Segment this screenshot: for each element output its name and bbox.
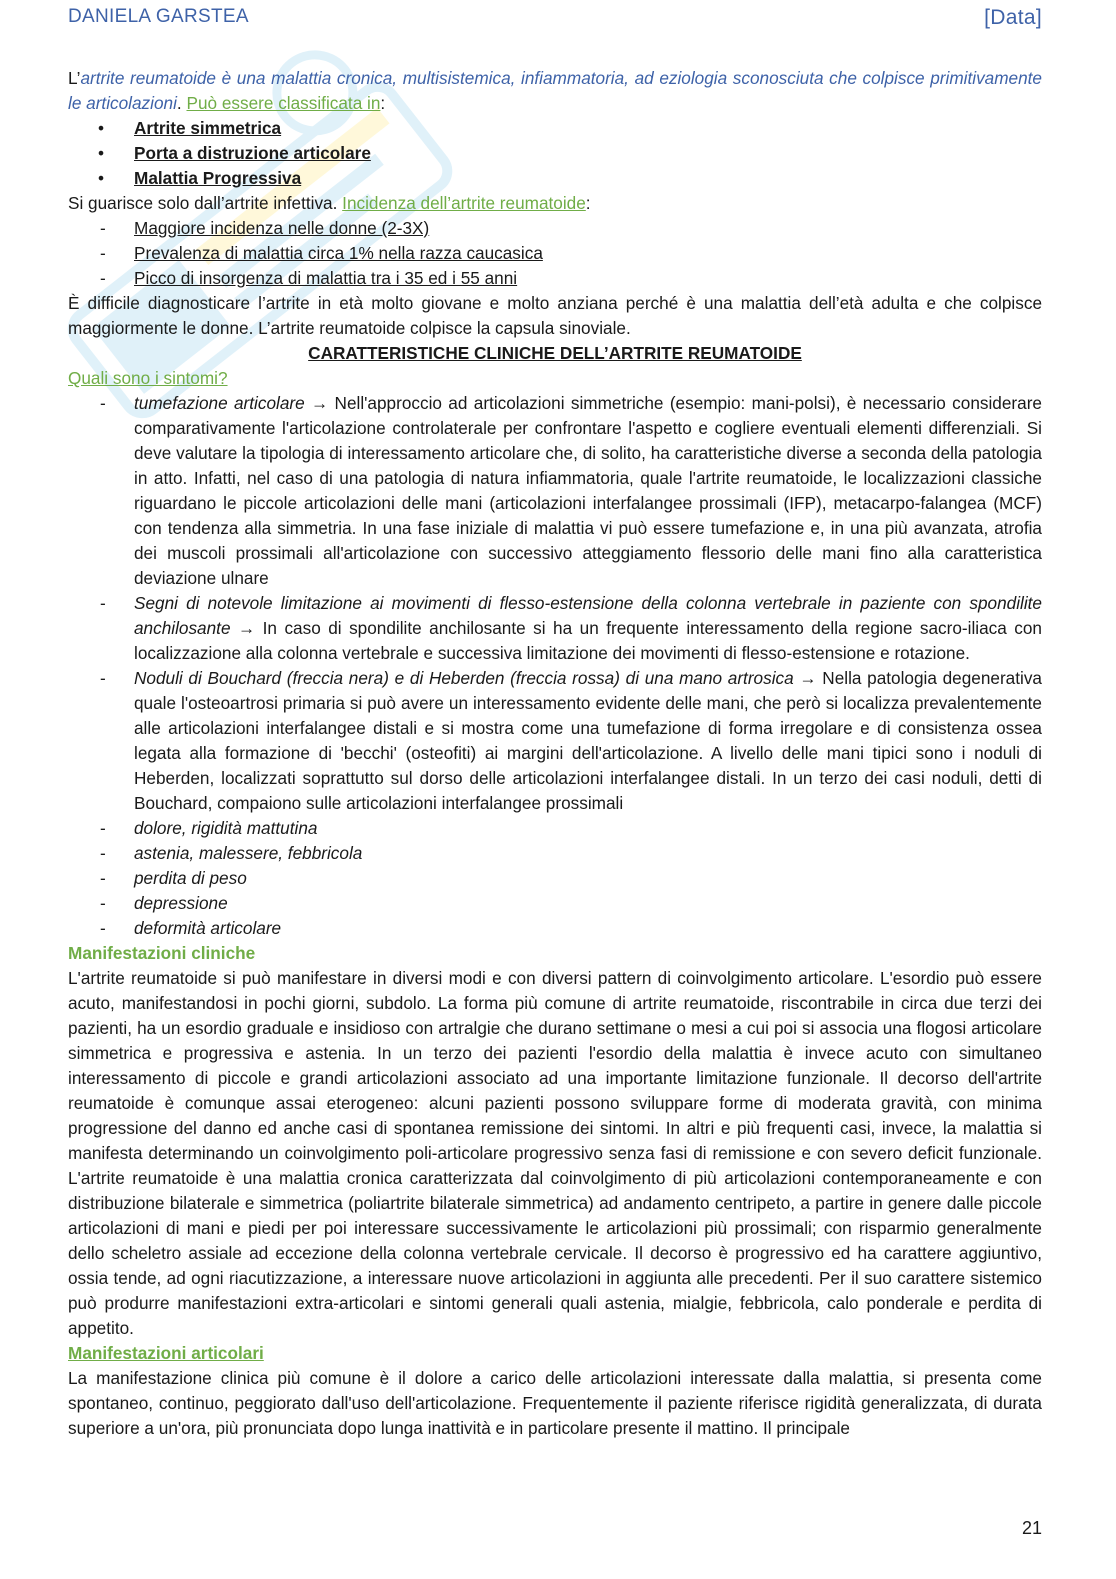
- dash-marker: -: [100, 393, 106, 413]
- symptoms-list: [68, 391, 1042, 941]
- short-symptom: depressione: [134, 893, 228, 913]
- cure-colon: :: [585, 193, 591, 213]
- dash-marker: -: [100, 843, 106, 863]
- short-symptom: dolore, rigidità mattutina: [134, 818, 318, 838]
- clinical-heading: Manifestazioni cliniche: [68, 943, 256, 963]
- dash-marker: -: [100, 918, 106, 938]
- bullet-marker: •: [98, 143, 105, 163]
- classification-item: Malattia Progressiva: [134, 168, 302, 188]
- dash-marker: -: [100, 268, 106, 288]
- classification-item: Porta a distruzione articolare: [134, 143, 371, 163]
- dash-marker: -: [100, 893, 106, 913]
- dash-marker: -: [100, 593, 106, 613]
- incidence-label: Incidenza dell’artrite reumatoide: [342, 193, 586, 213]
- incidence-item: Picco di insorgenza di malattia tra i 35 ed i 55 anni: [134, 268, 518, 288]
- list-item: [68, 891, 1042, 916]
- intro-colon: :: [380, 93, 386, 113]
- list-item: [68, 666, 1042, 816]
- arrow-icon: →: [304, 393, 335, 413]
- cure-text: Si guarisce solo dall’artrite infettiva.: [68, 193, 343, 213]
- list-item: [68, 916, 1042, 941]
- header-date-placeholder: [Data]: [984, 6, 1042, 29]
- intro-prefix: L’: [68, 68, 81, 88]
- incidence-list: [68, 216, 1042, 291]
- arrow-icon: →: [793, 668, 823, 688]
- bullet-marker: •: [98, 168, 105, 188]
- symptoms-question-text: Quali sono i sintomi?: [68, 368, 228, 388]
- list-item: [68, 241, 1042, 266]
- list-item: [68, 141, 1042, 166]
- list-item: [68, 866, 1042, 891]
- incidence-item: Maggiore incidenza nelle donne (2-3X): [134, 218, 430, 238]
- symptom-title: Segni di notevole limitazione ai movimenti di flesso-estensione della colonna vertebrale in paziente con spondilite anchilosante: [134, 593, 1042, 638]
- list-item: [68, 391, 1042, 591]
- page-header: [68, 6, 1042, 30]
- articular-heading-line: [68, 1341, 1042, 1366]
- short-symptom: perdita di peso: [134, 868, 247, 888]
- symptom-text: In caso di spondilite anchilosante si ha un frequente interessamento della regione sacro-iliaca con localizzazione alla colonna vertebrale e successiva limitazione dei movimenti di flesso-estensione e rotazione.: [134, 618, 1042, 663]
- classify-label: Può essere classificata in: [186, 93, 381, 113]
- dash-marker: -: [100, 868, 106, 888]
- list-item: [68, 216, 1042, 241]
- dash-marker: -: [100, 818, 106, 838]
- classification-item: Artrite simmetrica: [134, 118, 282, 138]
- dash-marker: -: [100, 218, 106, 238]
- list-item: [68, 816, 1042, 841]
- header-author: DANIELA GARSTEA: [68, 6, 249, 27]
- section-title: CARATTERISTICHE CLINICHE DELL’ARTRITE REUMATOIDE: [308, 343, 802, 363]
- articular-paragraph: La manifestazione clinica più comune è il dolore a carico delle articolazioni interessate dalla malattia, si presenta come spontaneo, continuo, peggiorato dall'uso dell'articolazione. Frequentemente il paziente riferisce rigidità generalizzata, di durata superiore a un'ora, più pronunciata dopo lunga inattività e in particolare presente il mattino. Il principale: [68, 1368, 1042, 1438]
- dash-marker: -: [100, 668, 106, 688]
- page-number: 21: [1021, 1518, 1042, 1538]
- symptom-title: tumefazione articolare: [134, 393, 305, 413]
- bullet-marker: •: [98, 118, 105, 138]
- articular-heading: Manifestazioni articolari: [68, 1343, 264, 1363]
- list-item: [68, 166, 1042, 191]
- list-item: [68, 116, 1042, 141]
- document-body: [68, 66, 1042, 1441]
- symptom-title: Noduli di Bouchard (freccia nera) e di Heberden (freccia rossa) di una mano artrosica: [134, 668, 794, 688]
- symptoms-question: [68, 366, 1042, 391]
- classification-list: [68, 116, 1042, 191]
- dash-marker: -: [100, 243, 106, 263]
- intro-paragraph: [68, 66, 1042, 116]
- clinical-paragraph: L'artrite reumatoide si può manifestare in diversi modi e con diversi pattern di coinvolgimento articolare. L'esordio può essere acuto, manifestandosi in pochi giorni, subdolo. La forma più comune di artrite reumatoide, riscontrabile in circa due terzi dei pazienti, ha un esordio graduale e insidioso con artralgie che durano settimane o mesi a cui poi si associa una flogosi articolare simmetrica e progressiva e astenia. In un terzo dei pazienti l'esordio della malattia è invece acuto con simultaneo interessamento di piccole e grandi articolazioni associato ad una importante limitazione funzionale. Il decorso dell'artrite reumatoide è comunque assai eterogeneo: alcuni pazienti possono sviluppare forme di moderata gravità, con minima progressione del danno ed anche casi di spontanea remissione dei sintomi. In altri e più frequenti casi, invece, la malattia si manifesta determinando un coinvolgimento poli-articolare progressivo senza fasi di remissione e con severo deficit funzionale. L'artrite reumatoide è una malattia cronica caratterizzata dal coinvolgimento di più articolazioni contemporaneamente e con distribuzione bilaterale e simmetrica (poliartrite bilaterale simmetrica) ad andamento centripeto, a partire in genere dalle piccole articolazioni di mani e piedi per poi interessare successivamente le articolazioni più prossimali; con risparmio generalmente dello scheletro assiale ad eccezione della colonna vertebrale cervicale. Il decorso è progressivo ed ha carattere aggiuntivo, ossia tende, ad ogni riacutizzazione, a interessare nuove articolazioni in aggiunta alle precedenti. Per il suo carattere sistemico può produrre manifestazioni extra-articolari e sintomi generali quali astenia, mialgie, febbricola, calo ponderale e perdita di appetito.: [68, 968, 1042, 1338]
- incidence-item: Prevalenza di malattia circa 1% nella razza caucasica: [134, 243, 543, 263]
- short-symptom: deformità articolare: [134, 918, 282, 938]
- short-symptom: astenia, malessere, febbricola: [134, 843, 363, 863]
- symptom-text: Nella patologia degenerativa quale l'osteoartrosi primaria si può avere un interessamento evidente delle mani, che però si localizza prevalentemente alle articolazioni interfalangee distali e si mostra come una tumefazione di forma irregolare e di consistenza ossea legata alla formazione di 'becchi' (osteofiti) ai margini dell'articolazione. A livello delle mani tipici sono i noduli di Heberden, localizzati soprattutto sul dorso delle articolazioni interfalangee distali. In un terzo dei casi noduli, detti di Bouchard, compaiono sulle articolazioni interfalangee prossimali: [134, 668, 1042, 813]
- symptom-text: Nell'approccio ad articolazioni simmetriche (esempio: mani-polsi), è necessario considerare comparativamente l'articolazione controlaterale per confrontare l'aspetto e cogliere eventuali elementi differenziali. Si deve valutare la tipologia di interessamento articolare che, di solito, ha caratteristiche diverse a seconda della patologia in atto. Infatti, nel caso di una patologia di natura infiammatoria, quale l'artrite reumatoide, le localizzazioni classiche riguardano le piccole articolazioni delle mani (articolazioni interfalangee prossimali (IFP), metacarpo-falangea (MCF) con tendenza alla simmetria. In una fase iniziale di malattia vi può essere tumefazione e, in una più avanzata, atrofia dei muscoli prossimali all'articolazione con successivo atteggiamento flessorio delle mani fino alla caratteristica deviazione ulnare: [134, 393, 1042, 588]
- diagnosis-paragraph: È difficile diagnosticare l’artrite in età molto giovane e molto anziana perché è una malattia dell’età adulta e che colpisce maggiormente le donne. L’artrite reumatoide colpisce la capsula sinoviale.: [68, 293, 1042, 338]
- intro-period: .: [176, 93, 187, 113]
- intro-definition: artrite reumatoide è una malattia cronica, multisistemica, infiammatoria, ad eziologia sconosciuta che colpisce primitivamente le articolazioni: [68, 68, 1042, 113]
- list-item: [68, 841, 1042, 866]
- list-item: [68, 591, 1042, 666]
- cure-line: [68, 191, 1042, 216]
- list-item: [68, 266, 1042, 291]
- arrow-icon: →: [230, 618, 263, 638]
